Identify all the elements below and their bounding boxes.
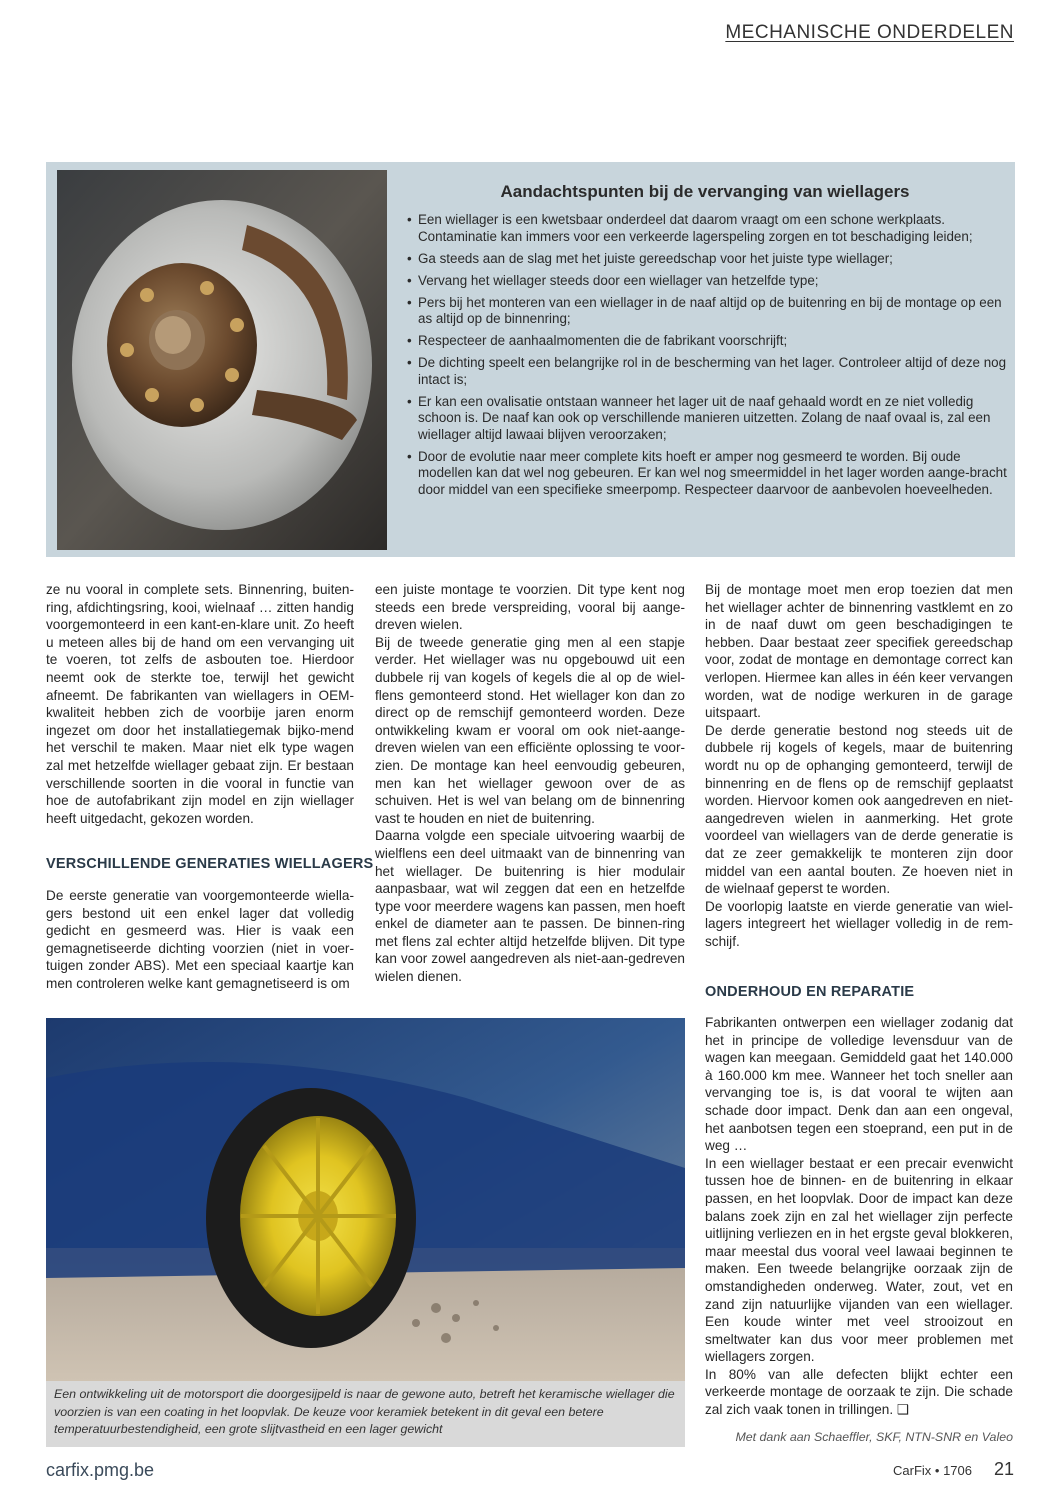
info-box-list xyxy=(405,212,1010,504)
brake-disc-photo xyxy=(57,170,387,550)
footer-magazine: CarFix • 1706 xyxy=(893,1463,972,1478)
article-column-2 xyxy=(375,581,685,986)
article-column-3 xyxy=(705,581,1013,950)
section-label: MECHANISCHE ONDERDELEN xyxy=(725,22,1014,43)
paragraph: een juiste montage te voorzien. Dit type kent nog steeds een brede verspreiding, vooral bij aange-dreven wielen. xyxy=(375,582,685,633)
list-item: • Vervang het wiellager steeds door een wiellager van hetzelfde type; xyxy=(405,273,1010,290)
footer-url: carfix.pmg.be xyxy=(46,1460,155,1480)
list-item: • De dichting speelt een belangrijke rol in de bescherming van het lager. Controleer altijd of deze nog intact is; xyxy=(405,355,1010,388)
paragraph: Bij de montage moet men erop toezien dat men het wiellager achter de binnenring vastklemt en zo in de naaf duwt om geen beschadigingen te hebben. Daar bestaat zeer specifiek gereedschap voor, zodat de montage en demontage correct kan verlopen. Hiermee kan alles in één keer vervangen worden, wat de nodige werkuren in de garage uitspaart. xyxy=(705,582,1013,721)
paragraph: ze nu vooral in complete sets. Binnenring, buiten-ring, afdichtingsring, kooi, wielnaaf … zitten handig voorgemonteerd in een kant-en-klare unit. Zo heeft u meteen alles bij de hand om een vervanging uit te voeren, tot zelfs de asbouten toe. Hierdoor neemt ook de sterkte toe, terwijl het gewicht afneemt. De fabrikanten van wiellagers in OEM-kwaliteit hebben zich de voorbije jaren enorm ingezet om door het installatiegemak bijko-mend het verschil te maken. Maar niet elk type wagen zal met hetzelfde wiellager gebaat zijn. Er bestaan verschillende soorten in die vooral in functie van hoe de autofabrikant zijn model en zijn wiellager heeft uitgedacht, gekozen worden. xyxy=(46,582,354,826)
section-heading: VERSCHILLENDE GENERATIES WIELLAGERS xyxy=(46,856,374,872)
article-column-1-continued xyxy=(46,887,354,993)
list-item: • Respecteer de aanhaalmomenten die de fabrikant voorschrijft; xyxy=(405,333,1010,350)
paragraph: Fabrikanten ontwerpen een wiellager zodanig dat het in principe de volledige levensduur van de wagen kan meegaan. Gemiddeld gaat het 140.000 à 160.000 km mee. Wanneer het toch sneller aan vervanging toe is, is dat vooral te wijten aan schade door impact. Denk dan aan een ongeval, het aanbotsen tegen een stoeprand, een put in de weg … xyxy=(705,1015,1013,1154)
section-heading: ONDERHOUD EN REPARATIE xyxy=(705,984,915,1000)
list-item: • Ga steeds aan de slag met het juiste gereedschap voor het juiste type wiellager; xyxy=(405,251,1010,268)
paragraph: In een wiellager bestaat er een precair evenwicht tussen hoe de binnen- en de buitenring in elkaar passen, en het loopvlak. Door de impact kan deze balans zoek zijn en zal het wiellager zijn perfecte uitlijning verliezen en in het ergste geval blokkeren, maar meestal dus vooral veel lawaai beginnen te maken. Een tweede belangrijke oorzaak zijn de omstandigheden onderweg. Water, zout, vet en zand zijn natuurlijke vijanden van een wiellager. Een koude winter met veel strooizout en smeltwater kan dus voor meer problemen met wiellagers zorgen. xyxy=(705,1155,1013,1365)
car-wheel-photo xyxy=(46,1018,685,1381)
paragraph: De eerste generatie van voorgemonteerde wiella-gers bestond uit een enkel lager dat volledig gedicht en gesmeerd was. Hier is vaak een gemagnetiseerde dichting voorzien (niet in voer-tuigen zonder ABS). Met een speciaal kaartje kan men controleren welke kant gemagnetiseerd is om xyxy=(46,888,354,991)
list-item: • Door de evolutie naar meer complete kits hoeft er amper nog gesmeerd te worden. Bij oude modellen kan dat wel nog gebeuren. Er kan wel nog smeermiddel in het lager worden aange-bracht door middel van een specifieke smeerpomp. Respecteer daarvoor de aanbevolen hoeveelheden. xyxy=(405,449,1010,499)
paragraph: De derde generatie bestond nog steeds uit de dubbele rij kogels of kegels, maar de buitenring wordt nu op de ophanging gemonteerd, terwijl de binnenring en de flens op de remschijf geplaatst worden. Hiervoor komen ook aangedreven en niet-aangedreven wielen in aanmerking. Het grote voordeel van wiellagers van de derde generatie is dat ze zeer gemakkelijk te monteren zijn door middel van een aantal bouten. Ze hoeven niet in de wielnaaf geperst te worden. xyxy=(705,722,1013,897)
article-column-3-continued xyxy=(705,1014,1013,1419)
article-column-1 xyxy=(46,581,354,827)
info-box-title: Aandachtspunten bij de vervanging van wiellagers xyxy=(500,182,910,201)
list-item: • Een wiellager is een kwetsbaar onderdeel dat daarom vraagt om een schone werkplaats. Contaminatie kan immers voor een verkeerde lagerspeling zorgen en tot beschadiging leiden; xyxy=(405,212,1010,245)
list-item: • Pers bij het monteren van een wiellager in de naaf altijd op de buitenring en bij de montage op een as altijd op de binnenring; xyxy=(405,295,1010,328)
paragraph: Daarna volgde een speciale uitvoering waarbij de wielflens een deel uitmaakt van de binnenring van het wiellager. De buitenring is hier modulair aanpasbaar, wat wil zeggen dat een en hetzelfde type voor meerdere wagens kan passen, men hoeft enkel de diameter aan te passen. De binnen-ring met flens zal echter altijd hetzelfde blijven. Dit type kan voor zowel aangedreven als niet-aan-gedreven wielen dienen. xyxy=(375,828,685,985)
credits: Met dank aan Schaeffler, SKF, NTN-SNR en Valeo xyxy=(735,1430,1013,1444)
paragraph: De voorlopig laatste en vierde generatie van wiel-lagers integreert het wiellager volledig in de rem-schijf. xyxy=(705,898,1013,949)
photo-caption: Een ontwikkeling uit de motorsport die doorgesijpeld is naar de gewone auto, betreft het keramische wiellager die voorzien is van een coating in het loopvlak. De keuze voor keramiek betekent in dit geval een betere temperatuurbestendigheid, een grote slijtvastheid en een lager gewicht xyxy=(46,1381,685,1447)
paragraph: In 80% van alle defecten blijkt echter een verkeerde montage de oorzaak te zijn. Die schade zal zich vaak tonen in trillingen. ❑ xyxy=(705,1366,1013,1418)
page-number: 21 xyxy=(993,1459,1014,1479)
paragraph: Bij de tweede generatie ging men al een stapje verder. Het wiellager was nu opgebouwd uit een dubbele rij van kogels of kegels die al op de wiel-flens gemonteerd stond. Het wiellager kon dan zo direct op de remschijf gemonteerd worden. Deze ontwikkeling kwam er vooral om ook niet-aange-dreven wielen van een efficiënte oplossing te voor-zien. De montage kan heel eenvoudig gebeuren, men kan het wiellager gewoon over de as schuiven. Het is wel van belang om de binnenring vast te houden en niet de buitenring. xyxy=(375,634,685,826)
list-item: • Er kan een ovalisatie ontstaan wanneer het lager uit de naaf gehaald wordt en ze niet volledig schoon is. De naaf kan ook op verschillende manieren uitzetten. Zolang de naaf ovaal is, zal een wiellager altijd lawaai blijven veroorzaken; xyxy=(405,394,1010,444)
